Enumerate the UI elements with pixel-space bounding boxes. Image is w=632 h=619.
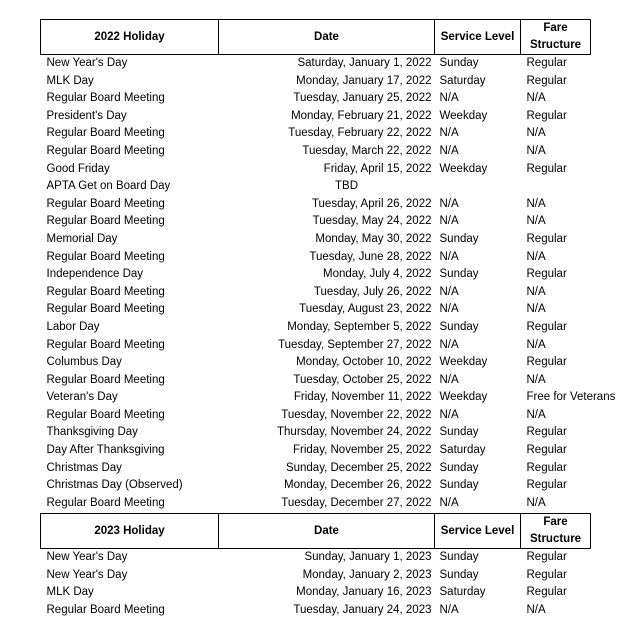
holiday-cell: Regular Board Meeting [46,250,165,263]
date-cell: Tuesday, January 24, 2023 [293,603,432,616]
fare-structure-cell: N/A [526,603,546,616]
holiday-cell: MLK Day [46,74,94,87]
service-level-cell: Sunday [439,232,479,245]
date-cell: Monday, January 16, 2023 [296,586,432,599]
header-date: Date [219,20,435,55]
holiday-cell: Regular Board Meeting [46,127,165,140]
fare-structure-cell: Regular [526,109,567,122]
service-level-cell: Weekday [439,109,488,122]
service-level-cell: N/A [439,285,459,298]
fare-structure-cell: N/A [526,408,546,421]
service-level-cell: Sunday [439,568,479,581]
service-level-cell: N/A [439,338,459,351]
date-cell: Monday, December 26, 2022 [284,479,432,492]
holiday-cell: Regular Board Meeting [46,373,165,386]
date-cell: Tuesday, October 25, 2022 [293,373,432,386]
service-level-cell: Weekday [439,391,488,404]
holiday-cell: New Year's Day [46,551,128,563]
table-row [41,284,591,302]
date-cell: Monday, February 21, 2022 [291,109,432,122]
holiday-cell: Independence Day [46,268,144,281]
fare-structure-cell: Regular [526,461,567,474]
table-row [41,354,591,372]
table-row [41,196,591,214]
header-fare-structure: Fare Structure [521,20,591,55]
service-level-cell: N/A [439,373,459,386]
table-row [41,442,591,460]
fare-structure-cell: N/A [526,338,546,351]
holiday-cell: Columbus Day [46,356,122,369]
date-cell: Friday, April 15, 2022 [323,162,432,175]
table-row [41,249,591,267]
holiday-table-2022 [40,19,616,512]
header-holiday: 2023 Holiday [41,514,219,549]
holiday-cell: Christmas Day [46,461,122,474]
table-row [41,477,591,495]
date-cell: Monday, July 4, 2022 [323,268,432,281]
table-row [41,301,591,319]
table-row [41,602,591,619]
table-row [41,495,591,513]
fare-structure-cell: N/A [526,285,546,298]
service-level-cell: Weekday [439,356,488,369]
service-level-cell: Sunday [439,57,479,69]
holiday-cell: Regular Board Meeting [46,285,165,298]
service-level-cell: N/A [439,496,459,509]
date-cell: Monday, January 2, 2023 [302,568,432,581]
fare-structure-cell: N/A [526,197,546,210]
service-level-cell: N/A [439,215,459,228]
service-level-cell: Sunday [439,479,479,492]
fare-structure-cell: Regular [526,568,567,581]
service-level-cell: Sunday [439,461,479,474]
holiday-cell: Regular Board Meeting [46,408,165,421]
service-level-cell: Sunday [439,426,479,439]
date-cell: Monday, September 5, 2022 [287,320,432,333]
holiday-cell: Veteran's Day [46,391,118,404]
date-cell: Sunday, January 1, 2023 [304,551,432,563]
service-level-cell: Saturday [439,586,486,599]
fare-structure-cell: N/A [526,92,546,105]
holiday-cell: Day After Thanksgiving [46,444,165,457]
service-level-cell: Saturday [439,444,486,457]
fare-structure-cell: N/A [526,496,546,509]
holiday-cell: Regular Board Meeting [46,215,165,228]
service-level-cell: Sunday [439,320,479,333]
service-level-cell: Weekday [439,162,488,175]
holiday-cell: New Year's Day [46,57,128,69]
fare-structure-cell: Regular [526,232,567,245]
table-header-row [41,514,591,549]
holiday-cell: Christmas Day (Observed) [46,479,183,492]
fare-structure-cell: Regular [526,268,567,281]
fare-structure-cell: Regular [526,586,567,599]
table-row [41,161,591,179]
fare-structure-cell: Regular [526,426,567,439]
service-level-cell: Sunday [439,268,479,281]
service-level-cell: Sunday [439,551,479,563]
header-service-level: Service Level [435,514,521,549]
table-row [41,125,591,143]
table-row [41,389,591,407]
holiday-cell: Labor Day [46,320,100,333]
service-level-cell [435,178,521,196]
header-holiday: 2022 Holiday [41,20,219,55]
date-cell: Tuesday, November 22, 2022 [281,408,432,421]
date-cell: Thursday, November 24, 2022 [277,426,432,439]
fare-structure-cell: Regular [526,551,567,563]
fare-structure-cell: N/A [526,373,546,386]
fare-structure-cell: N/A [526,127,546,140]
table-row [41,143,591,161]
service-level-cell: N/A [439,303,459,316]
service-level-cell: N/A [439,197,459,210]
table-row [41,319,591,337]
holiday-cell: Regular Board Meeting [46,92,165,105]
table-row [41,372,591,390]
table-row [41,178,591,196]
table-row [41,231,591,249]
table-row [41,337,591,355]
date-cell: Monday, May 30, 2022 [315,232,432,245]
table-row [41,460,591,478]
table-row [41,108,591,126]
fare-structure-cell: Regular [526,57,567,69]
table-header-row [41,20,591,55]
fare-structure-cell: N/A [526,144,546,157]
table-row [41,584,591,602]
table-row [41,424,591,442]
holiday-cell: Regular Board Meeting [46,197,165,210]
holiday-cell: Regular Board Meeting [46,303,165,316]
date-cell: Friday, November 11, 2022 [293,391,432,404]
service-level-cell: N/A [439,603,459,616]
fare-structure-cell: Regular [526,356,567,369]
fare-structure-cell: Free for Veterans [526,391,616,404]
header-fare-structure: Fare Structure [521,514,591,549]
date-cell: Tuesday, March 22, 2022 [302,144,432,157]
holiday-cell: Memorial Day [46,232,118,245]
holiday-cell: New Year's Day [46,568,128,581]
fare-structure-cell: N/A [526,250,546,263]
fare-structure-cell [521,178,591,196]
holiday-cell: Good Friday [46,162,110,175]
service-level-cell: Saturday [439,74,486,87]
holiday-cell: Regular Board Meeting [46,338,165,351]
date-cell: Monday, October 10, 2022 [296,356,432,369]
date-cell: Tuesday, January 25, 2022 [293,92,432,105]
header-date: Date [219,514,435,549]
holiday-cell: Regular Board Meeting [46,603,165,616]
table-row [41,407,591,425]
table-row [41,266,591,284]
date-cell: Tuesday, May 24, 2022 [312,215,432,228]
date-cell: Tuesday, December 27, 2022 [281,496,432,509]
table-row [41,55,591,73]
service-level-cell: N/A [439,92,459,105]
date-cell: TBD [335,180,358,193]
table-row [41,90,591,108]
holiday-cell: Regular Board Meeting [46,496,165,509]
date-cell: Tuesday, April 26, 2022 [311,197,432,210]
fare-structure-cell: Regular [526,479,567,492]
fare-structure-cell: N/A [526,215,546,228]
table-row [41,73,591,91]
date-cell: Tuesday, August 23, 2022 [299,303,432,316]
holiday-cell: MLK Day [46,586,94,599]
fare-structure-cell: Regular [526,162,567,175]
date-cell: Sunday, December 25, 2022 [285,461,432,474]
fare-structure-cell: Regular [526,444,567,457]
holiday-cell: Thanksgiving Day [46,426,138,439]
date-cell: Tuesday, February 22, 2022 [288,127,432,140]
table-row [41,567,591,585]
table-row [41,549,591,567]
service-level-cell: N/A [439,144,459,157]
date-cell: Friday, November 25, 2022 [293,444,432,457]
date-cell: Monday, January 17, 2022 [296,74,432,87]
fare-structure-cell: Regular [526,74,567,87]
header-service-level: Service Level [435,20,521,55]
fare-structure-cell: N/A [526,303,546,316]
table-row [41,213,591,231]
service-level-cell: N/A [439,408,459,421]
date-cell: Tuesday, September 27, 2022 [278,338,432,351]
holiday-cell: Regular Board Meeting [46,144,165,157]
service-level-cell: N/A [439,250,459,263]
date-cell: Saturday, January 1, 2022 [297,57,432,69]
fare-structure-cell: Regular [526,320,567,333]
date-cell: Tuesday, June 28, 2022 [309,250,432,263]
date-cell: Tuesday, July 26, 2022 [313,285,432,298]
holiday-cell: President's Day [46,109,127,122]
holiday-cell: APTA Get on Board Day [46,180,171,193]
service-level-cell: N/A [439,127,459,140]
holiday-table-2023 [40,513,591,619]
